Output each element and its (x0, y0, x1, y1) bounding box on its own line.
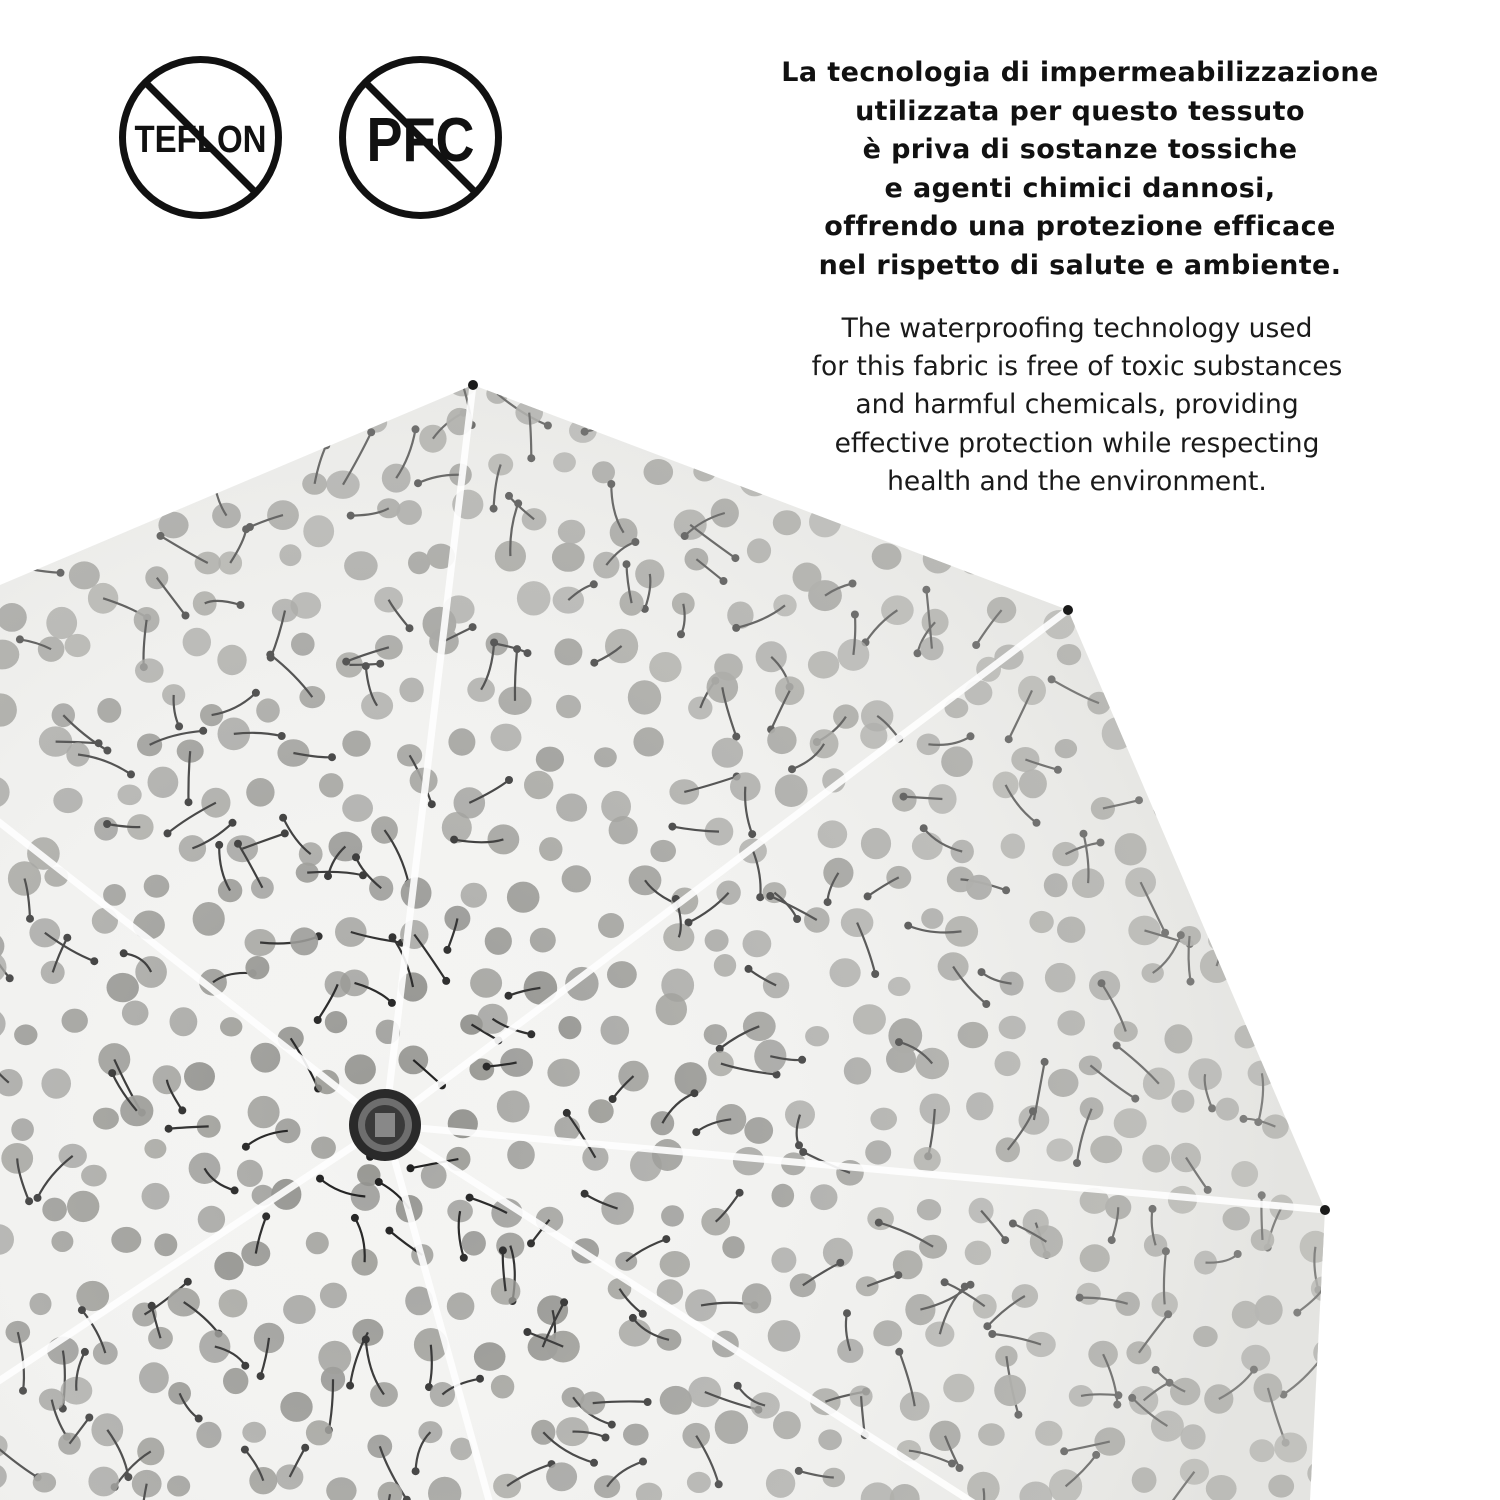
pattern-dot (1192, 857, 1224, 890)
pattern-bud (45, 497, 53, 505)
pattern-twig (117, 394, 158, 417)
pattern-dot (377, 371, 409, 405)
pattern-dot (776, 400, 806, 430)
rib-tip (1320, 1205, 1330, 1215)
pattern-twig (1154, 410, 1185, 457)
pattern-bud (816, 439, 824, 447)
pattern-dot (1224, 686, 1256, 718)
pattern-bud (1372, 1094, 1380, 1102)
pattern-twig (920, 376, 961, 415)
pattern-dot (1339, 630, 1364, 654)
pattern-twig (1099, 607, 1128, 648)
pattern-dot (146, 383, 169, 405)
pattern-dot (1021, 556, 1049, 583)
pattern-dot (1215, 748, 1249, 777)
pattern-dot (803, 374, 829, 401)
pattern-twig (1098, 345, 1114, 377)
pattern-bud (1305, 596, 1313, 604)
english-line: and harmful chemicals, providing (855, 389, 1299, 421)
pattern-dot (1100, 362, 1128, 391)
pattern-dot (1013, 380, 1043, 410)
pattern-dot (1235, 446, 1267, 474)
pattern-dot (299, 407, 328, 435)
pattern-bud (873, 408, 881, 416)
pattern-dot (905, 362, 933, 391)
pattern-twig (1035, 513, 1049, 569)
pattern-dot (1277, 691, 1303, 714)
pattern-dot (549, 367, 573, 391)
pattern-dot (1315, 1018, 1339, 1043)
pattern-twig (1027, 387, 1073, 395)
pattern-dot (748, 355, 776, 381)
pattern-twig (1025, 473, 1061, 513)
pattern-bud (1325, 889, 1333, 897)
pattern-twig (861, 376, 876, 412)
pattern-dot (218, 453, 246, 481)
pattern-dot (271, 360, 298, 384)
teflon-label: TEFLON (134, 119, 267, 161)
pattern-dot (1085, 513, 1114, 543)
pattern-dot (1224, 767, 1255, 799)
pattern-dot (334, 366, 361, 394)
pattern-bud (1204, 432, 1212, 440)
pattern-dot (1022, 514, 1048, 536)
pattern-dot (1116, 458, 1147, 487)
pattern-bud (1351, 1134, 1359, 1142)
pattern-twig (344, 380, 348, 417)
pattern-twig (909, 437, 939, 486)
pattern-dot (1230, 879, 1257, 907)
pattern-bud (1326, 663, 1334, 671)
pattern-bud (208, 434, 216, 442)
english-line: The waterproofing technology used (841, 313, 1313, 344)
pattern-dot (1055, 465, 1078, 486)
pattern-twig (1211, 771, 1239, 782)
pattern-bud (334, 371, 342, 379)
pattern-dot (1321, 817, 1353, 848)
pattern-dot (825, 412, 853, 441)
english-line: effective protection while respecting (834, 427, 1320, 459)
pattern-dot (1217, 552, 1248, 584)
pattern-dot (81, 355, 109, 380)
pattern-bud (260, 323, 268, 331)
pattern-bud (258, 413, 266, 421)
pattern-twig (791, 415, 820, 443)
pattern-dot (1287, 872, 1314, 900)
pattern-bud (1288, 933, 1296, 941)
pattern-dot (926, 410, 959, 442)
pattern-dot (804, 463, 837, 496)
pattern-dot (1237, 953, 1269, 985)
pattern-bud (1383, 738, 1391, 746)
pattern-twig (937, 385, 988, 388)
pattern-dot (1153, 795, 1182, 821)
italian-line: utilizzata per questo tessuto (855, 95, 1305, 127)
pattern-bud (1233, 821, 1241, 829)
pattern-dot (48, 408, 74, 431)
pattern-bud (1012, 566, 1020, 574)
italian-line: nel rispetto di salute e ambiente. (818, 249, 1342, 281)
english-line: for this fabric is free of toxic substances (811, 351, 1343, 383)
pattern-twig (1351, 1098, 1375, 1130)
pattern-dot (1335, 1372, 1367, 1400)
pattern-dot (1086, 594, 1112, 620)
pattern-dot (92, 497, 116, 519)
pattern-dot (1192, 781, 1222, 809)
pattern-bud (933, 382, 941, 390)
pattern-dot (1212, 379, 1241, 406)
pattern-dot (1349, 1425, 1377, 1451)
pattern-twig (1349, 762, 1374, 810)
pattern-twig (585, 411, 631, 432)
pattern-dot (1337, 466, 1360, 489)
pattern-bud (1103, 537, 1111, 545)
pattern-dot (1238, 591, 1264, 615)
pattern-twig (219, 417, 262, 440)
italian-line: offrendo una protezione efficace (824, 211, 1336, 242)
pattern-dot (1163, 646, 1189, 672)
pattern-bud (1260, 625, 1268, 633)
pattern-dot (84, 447, 106, 467)
pattern-dot (168, 382, 195, 407)
pattern-dot (1150, 514, 1175, 538)
pattern-dot (727, 428, 749, 448)
pattern-twig (121, 458, 124, 502)
pattern-bud (1251, 1027, 1259, 1035)
pattern-bud (210, 436, 218, 444)
pattern-bud (1335, 447, 1343, 455)
pattern-twig (1247, 629, 1263, 655)
pattern-twig (1291, 886, 1300, 937)
pattern-dot (1271, 1002, 1295, 1026)
pattern-twig (940, 419, 994, 433)
pattern-bud (1273, 595, 1281, 603)
pattern-bud (1125, 421, 1133, 429)
pattern-bud (340, 413, 348, 421)
pattern-twig (1322, 1138, 1356, 1163)
pattern-twig (1327, 986, 1356, 1030)
pattern-bud (1201, 779, 1209, 787)
pattern-dot (1132, 630, 1158, 653)
pattern-dot (0, 546, 20, 578)
pattern-dot (1312, 545, 1335, 566)
pattern-bud (1124, 644, 1132, 652)
pattern-dot (1260, 450, 1288, 476)
umbrella-hub (349, 1089, 421, 1161)
pattern-bud (994, 537, 1002, 545)
pattern-dot (1356, 790, 1381, 812)
pattern-twig (1175, 366, 1195, 412)
pattern-twig (28, 479, 48, 502)
pattern-bud (905, 433, 913, 441)
pattern-twig (264, 327, 285, 372)
pattern-twig (1337, 829, 1391, 834)
pattern-dot (12, 537, 36, 561)
pattern-bud (1336, 951, 1344, 959)
pattern-dot (850, 364, 873, 388)
pattern-twig (1294, 667, 1331, 668)
pattern-bud (1209, 655, 1217, 663)
pattern-bud (1191, 522, 1199, 530)
rib-tip (468, 380, 478, 390)
pattern-dot (1265, 554, 1296, 581)
pattern-dot (1349, 1246, 1379, 1272)
pattern-dot (1350, 1318, 1384, 1347)
pattern-twig (1340, 955, 1348, 988)
pattern-dot (1360, 876, 1388, 903)
pattern-dot (0, 516, 28, 547)
pattern-bud (119, 498, 127, 506)
pattern-bud (1207, 767, 1215, 775)
pattern-dot (9, 402, 36, 426)
pattern-dot (1029, 402, 1060, 433)
pattern-twig (1339, 429, 1363, 451)
pattern-dot (864, 498, 894, 524)
pattern-twig (1203, 392, 1227, 427)
pattern-dot (1233, 821, 1258, 844)
pattern-bud (1329, 776, 1337, 784)
pattern-dot (975, 371, 1003, 400)
pattern-dot (660, 357, 688, 381)
pattern-dot (1142, 609, 1166, 630)
italian-line: è priva di sostanze tossiche (862, 134, 1298, 165)
pattern-dot (1170, 827, 1194, 848)
pattern-twig (710, 408, 738, 438)
pattern-twig (1329, 890, 1373, 894)
pattern-bud (1191, 407, 1199, 415)
pattern-bud (957, 411, 965, 419)
pattern-bud (1235, 924, 1243, 932)
pattern-twig (1297, 1073, 1325, 1093)
pattern-bud (193, 363, 201, 371)
pattern-dot (163, 413, 186, 434)
pattern-twig (182, 395, 212, 439)
pattern-dot (1320, 355, 1343, 378)
pattern-twig (22, 414, 58, 451)
pattern-twig (616, 391, 643, 406)
pattern-bud (1261, 784, 1269, 792)
pattern-dot (86, 413, 119, 447)
pattern-dot (112, 446, 137, 470)
pattern-bud (709, 398, 717, 406)
pattern-dot (1235, 520, 1258, 540)
pattern-dot (1290, 737, 1312, 759)
pattern-dot (1233, 643, 1262, 668)
pattern-twig (1376, 699, 1387, 743)
pattern-dot (1200, 675, 1227, 701)
pattern-twig (1213, 614, 1221, 659)
italian-line: La tecnologia di impermeabilizzazione (781, 57, 1379, 88)
pattern-dot (1279, 653, 1308, 681)
pattern-dot (1363, 687, 1388, 710)
pattern-dot (1121, 413, 1148, 439)
pattern-dot (1010, 460, 1040, 486)
pattern-twig (1205, 762, 1231, 782)
pattern-dot (1158, 350, 1192, 382)
pattern-dot (1305, 930, 1336, 960)
pattern-bud (1192, 587, 1200, 595)
pattern-twig (314, 375, 338, 422)
pattern-dot (1170, 505, 1201, 536)
pattern-twig (197, 367, 231, 392)
pattern-dot (8, 378, 37, 405)
pattern-bud (638, 402, 646, 410)
pattern-dot (1165, 557, 1197, 584)
pattern-bud (706, 404, 714, 412)
pattern-dot (603, 379, 628, 404)
pattern-twig (561, 379, 595, 384)
pattern-twig (698, 376, 713, 402)
italian-line: e agenti chimici dannosi, (884, 172, 1276, 204)
pattern-twig (1154, 591, 1197, 619)
pattern-twig (1181, 526, 1195, 570)
pattern-dot (979, 404, 1010, 432)
pattern-dot (1332, 746, 1364, 777)
pattern-bud (936, 428, 944, 436)
pattern-bud (866, 440, 874, 448)
pattern-dot (1258, 406, 1284, 430)
pattern-dot (947, 518, 974, 541)
pattern-twig (1132, 473, 1158, 497)
pattern-bud (1293, 1088, 1301, 1096)
english-line: health and the environment. (887, 465, 1267, 497)
pattern-dot (1303, 590, 1332, 618)
pattern-twig (840, 427, 870, 444)
pattern-dot (1308, 410, 1335, 437)
pattern-twig (1217, 928, 1240, 966)
pattern-dot (1207, 602, 1235, 628)
pattern-bud (1268, 478, 1276, 486)
pattern-bud (1387, 825, 1395, 833)
pattern-bud (1291, 514, 1299, 522)
pattern-dot (162, 459, 192, 489)
pattern-twig (1107, 526, 1163, 541)
pattern-dot (1312, 1059, 1339, 1086)
pattern-dot (1147, 696, 1178, 725)
pattern-bud (1370, 806, 1378, 814)
pattern-dot (1348, 1154, 1377, 1183)
pattern-bud (1352, 982, 1360, 990)
pattern-bud (591, 380, 599, 388)
pattern-dot (1309, 962, 1332, 983)
pattern-dot (1337, 978, 1360, 998)
pattern-dot (861, 464, 895, 493)
pattern-bud (1154, 492, 1162, 500)
pattern-dot (1115, 538, 1143, 566)
pattern-dot (926, 476, 951, 498)
pattern-dot (206, 428, 231, 451)
pattern-dot (616, 398, 645, 424)
pattern-bud (54, 447, 62, 455)
pattern-bud (1094, 341, 1102, 349)
pattern-twig (1246, 788, 1266, 833)
pattern-dot (28, 500, 57, 527)
pattern-bud (1304, 973, 1312, 981)
pattern-bud (1057, 510, 1065, 518)
pattern-twig (973, 541, 998, 564)
pattern-twig (1277, 599, 1318, 604)
pattern-dot (1356, 1042, 1389, 1070)
pattern-bud (210, 467, 218, 475)
pattern-dot (1254, 809, 1285, 841)
pattern-dot (1337, 1116, 1367, 1143)
pattern-dot (1186, 419, 1217, 446)
pattern-dot (866, 410, 889, 432)
pattern-twig (1272, 482, 1290, 514)
pattern-dot (1347, 591, 1371, 615)
pattern-dot (1063, 547, 1092, 573)
pattern-twig (1009, 528, 1016, 570)
pattern-dot (1070, 411, 1101, 438)
pattern-bud (1069, 383, 1077, 391)
pattern-dot (996, 514, 1023, 541)
pattern-dot (1349, 416, 1375, 442)
pattern-dot (1275, 500, 1305, 526)
pattern-twig (54, 351, 95, 368)
pattern-dot (656, 394, 688, 428)
pattern-twig (1301, 749, 1333, 781)
pfc-label: PFC (366, 106, 475, 175)
pattern-dot (1178, 722, 1208, 748)
pattern-dot (1257, 357, 1285, 382)
pattern-dot (973, 449, 996, 473)
pattern-bud (50, 347, 58, 355)
pattern-twig (1086, 423, 1130, 424)
pattern-dot (1310, 1152, 1333, 1174)
pattern-twig (1237, 824, 1270, 825)
pattern-bud (113, 413, 121, 421)
pattern-dot (1280, 793, 1308, 820)
pattern-dot (14, 465, 44, 493)
pattern-dot (1278, 918, 1311, 950)
rib-tip (1063, 605, 1073, 615)
pattern-bud (1045, 509, 1053, 517)
pattern-twig (1208, 436, 1251, 460)
pattern-twig (1251, 600, 1309, 603)
pattern-dot (1354, 516, 1382, 545)
pattern-twig (1308, 945, 1321, 977)
pattern-twig (1255, 1014, 1283, 1031)
pattern-dot (686, 364, 711, 387)
pattern-twig (177, 440, 214, 474)
pattern-twig (1280, 518, 1295, 568)
pattern-dot (248, 417, 272, 440)
pattern-dot (1173, 444, 1198, 470)
pattern-bud (1199, 424, 1207, 432)
pattern-bud (1150, 406, 1158, 414)
pattern-dot (218, 380, 243, 406)
pattern-dot (1073, 375, 1101, 401)
